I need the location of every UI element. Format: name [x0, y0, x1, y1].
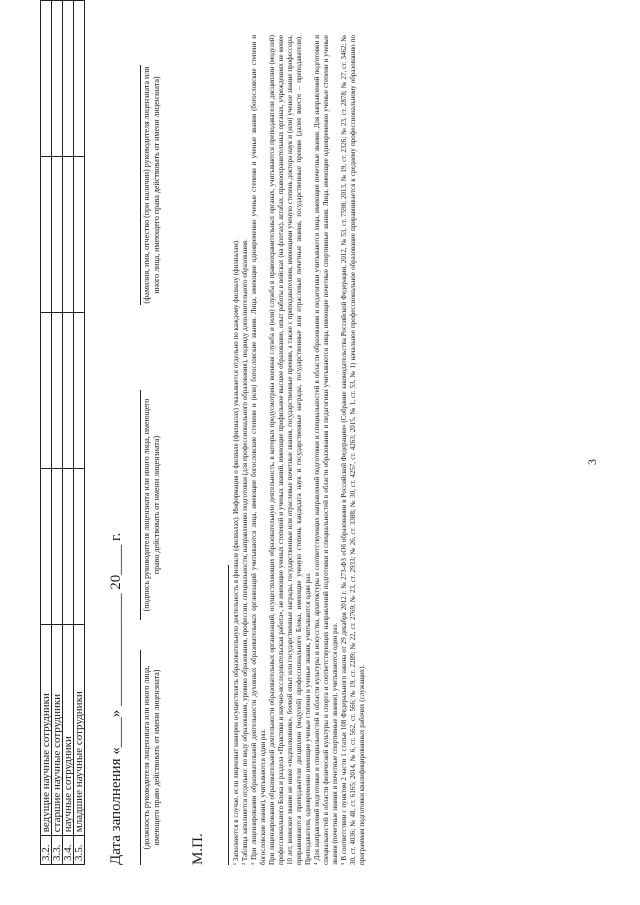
- table-cell: [63, 1, 74, 157]
- table-cell: [74, 313, 85, 469]
- table-cell: [52, 157, 63, 313]
- row-label: старшие научные сотрудники: [52, 625, 63, 836]
- row-label: ведущие научные сотрудники: [41, 625, 52, 836]
- table-cell: [41, 313, 52, 469]
- footnote: ³ При лицензировании образовательной деятельности духовных образовательных организаций учитываются лица, имеющие богословские степени и (или) богословские звания. Лица, имеющие одновременно ученые степени и ученые звания (богословские степени и богословские звания), учитываются один раз.: [250, 35, 267, 865]
- staff-table: [40, 0, 85, 865]
- table-cell: [41, 1, 52, 157]
- table-cell: [52, 313, 63, 469]
- row-number: 3.5.: [74, 836, 85, 865]
- footnote-divider: [228, 565, 229, 865]
- page-number: 3: [585, 459, 599, 465]
- row-label: научные сотрудники: [63, 625, 74, 836]
- table-row: [41, 1, 52, 865]
- footnote: ⁵ В соответствии с пунктом 2 части 1 статьи 108 Федерального закона от 29 декабря 2012 г. № 273-ФЗ «Об образовании в Российской Федерации» (Собрание законодательства Российской Федерации, 2012, № 53, ст. 7598; 2013, № 19, ст. 2326; № 23, ст. 2878; № 27, ст. 3462; № 30, ст. 4036; № 48, ст. 6165; 2014, № 6, ст. 562, ст. 566; № 19, ст. 2289; № 22, ст. 2769; № 23, ст. 2933; № 26, ст. 3388; № 30, ст. 4257, ст. 4263; 2015, № 1, ст. 53, № 1) начальное профессиональное образование приравнивается к среднему профессиональному образованию по программам подготовки квалифицированных рабочих (служащих).: [340, 35, 366, 865]
- footnotes: [232, 35, 367, 865]
- footnote: ¹ Заполняется в случае, если лицензиат намерен осуществлять образовательную деятельность в филиале (филиалах). Информация о филиале (филиалах) указывается отдельно по каждому филиалу (филиалам).: [232, 239, 240, 865]
- row-number: 3.3.: [52, 836, 63, 865]
- row-number: 3.4.: [63, 836, 74, 865]
- row-label: младшие научные сотрудники: [74, 625, 85, 836]
- table-cell: [74, 1, 85, 157]
- signature-caption: (подпись руководителя лицензиата или иного лица, имеющего право действовать от имени лицензиата): [140, 390, 162, 620]
- footnote: ² Таблица заполняется отдельно: по виду образования, уровню образования, профессии, специальности, направлению подготовки (для профессионального образования), подвиду дополнительного образования.: [241, 239, 249, 865]
- table-cell: [63, 157, 74, 313]
- footnote: При лицензировании образовательной деятельности образовательных организаций, осуществляющих образовательную деятельность, в которых предусмотрена военная служба и (или) служба в правоохранительных органах, учитываются преподаватели дисциплин (модулей) профессионального Блока и раздела «Практики и научно-исследовательская работа», не имеющие ученых степеней и ученых званий, имеющие профильное высшее образование, опыт работы в войсках (на флотах), штабах, правоохранительных органах, учреждениях не менее 10 лет, воинское звание не ниже «подполковник», боевой опыт или государственные награды, государственные или отраслевые почетные звания, государственные премии, а также с преподавателями, имеющими ученую степень доктора наук и (или) ученое звание профессора, приравниваются преподаватели дисциплин (модулей) профессионального Блока, имеющие ученую степень кандидата наук и государственные награды, государственные или отраслевые почетные звания, государственные премии (далее вместе – преподаватели). Преподаватели, одновременно имеющие ученые степени и ученые звания, учитываются один раз.: [268, 35, 312, 865]
- table-cell: [41, 157, 52, 313]
- table-cell: [63, 313, 74, 469]
- name-caption: (фамилия, имя, отчество (при наличии) руководителя лицензиата или иного лица, имеющего права действовать от имени лицензиата): [142, 66, 161, 304]
- footnote: ⁴ Для направлений подготовки и специальностей в области культуры и искусства, архитектуры и соответствующих направлений подготовки и специальностей в области образования и педагогики учитываются лица, имеющие почетные звания. Для направлений подготовки и специальностей в области физической культуры и спорта и соответствующих направлений подготовки и специальностей в области образования и педагогики учитываются лица, имеющие почетные спортивные звания. Лица, имеющие одновременно ученые степени и ученые звания (почетные звания и почетные спортивные звания), учитываются один раз.: [313, 35, 339, 865]
- table-cell: [52, 469, 63, 625]
- date-line: Дата заполнения «____» _______________ 20____ г.: [108, 532, 124, 865]
- table-row: [52, 1, 63, 865]
- position-caption: (должность руководителя лицензиата или иного лица, имеющего право действовать от имени лицензиата): [140, 650, 162, 865]
- table-cell: [74, 157, 85, 313]
- table-cell: [52, 1, 63, 157]
- table-cell: [41, 469, 52, 625]
- table-row: [74, 1, 85, 865]
- table-row: [63, 1, 74, 865]
- stamp-label: М.П.: [190, 833, 206, 865]
- table-cell: [63, 469, 74, 625]
- row-number: 3.2.: [41, 836, 52, 865]
- table-cell: [74, 469, 85, 625]
